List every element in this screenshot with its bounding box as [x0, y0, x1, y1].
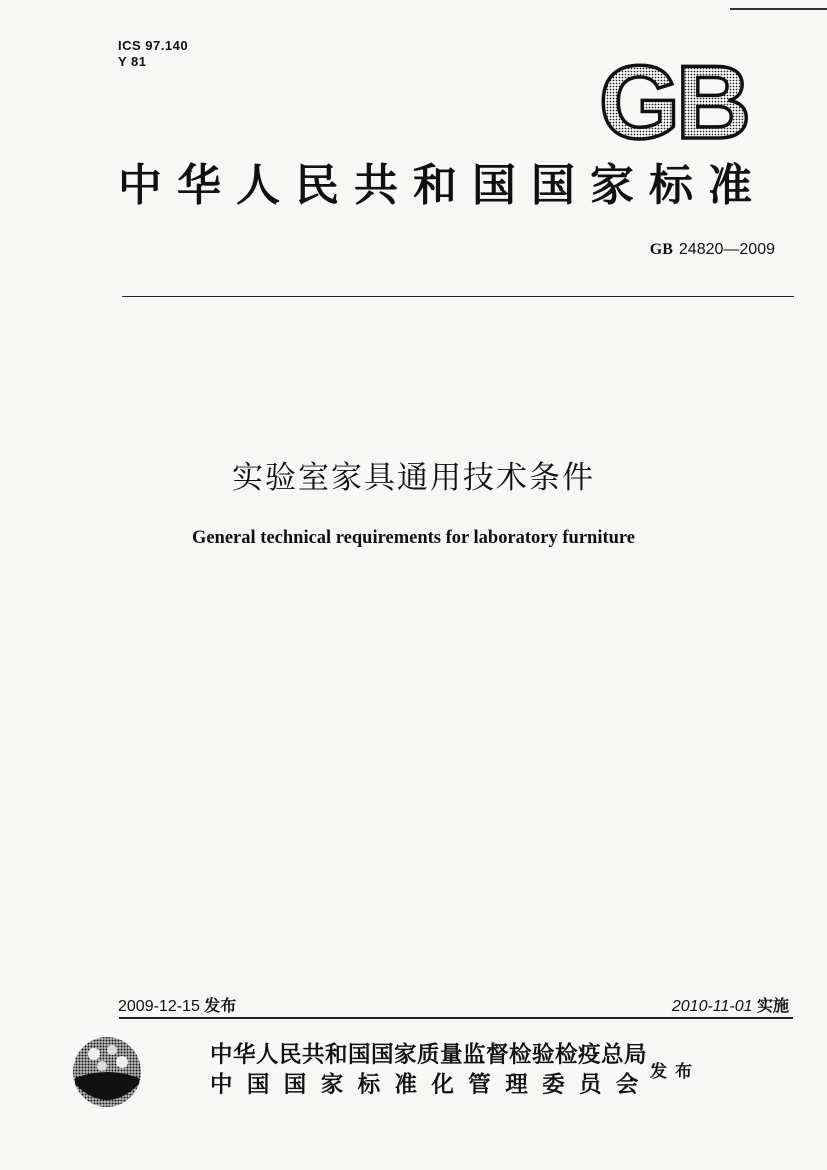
issue-date-value: 2009-12-15: [118, 998, 200, 1015]
header-divider: [122, 296, 794, 297]
implementation-date: [672, 993, 789, 1016]
classification-codes: [118, 38, 188, 70]
issue-label: 发布: [204, 996, 237, 1015]
issuer-aqsiq: 中华人民共和国国家质量监督检验检疫总局: [210, 1042, 648, 1068]
document-title-en: General technical requirements for laboratory furniture: [191, 528, 636, 548]
standard-number: [650, 241, 775, 259]
standard-code: 24820—2009: [678, 241, 775, 258]
implementation-label: 实施: [756, 996, 789, 1015]
gb-logo-text: GB: [599, 52, 747, 150]
gb-logo: [588, 52, 758, 150]
standard-prefix: GB: [649, 241, 673, 258]
national-emblem-seal: [72, 1036, 142, 1112]
issuing-organizations: [210, 1040, 653, 1100]
publish-label: 发布: [650, 1062, 700, 1082]
implementation-date-value: 2010-11-01: [671, 998, 753, 1015]
page-edge-mark: [730, 8, 827, 10]
ics-code: ICS 97.140: [118, 38, 189, 53]
document-title-cn: 实验室家具通用技术条件: [232, 460, 595, 496]
standard-title: 中华人民共和国国家标准: [118, 160, 767, 211]
issuer-sac: 中国国家标准化管理委员会: [210, 1072, 653, 1098]
footer-divider: [119, 1017, 793, 1019]
issue-date: [118, 993, 236, 1016]
ccs-code: Y 81: [118, 54, 147, 69]
